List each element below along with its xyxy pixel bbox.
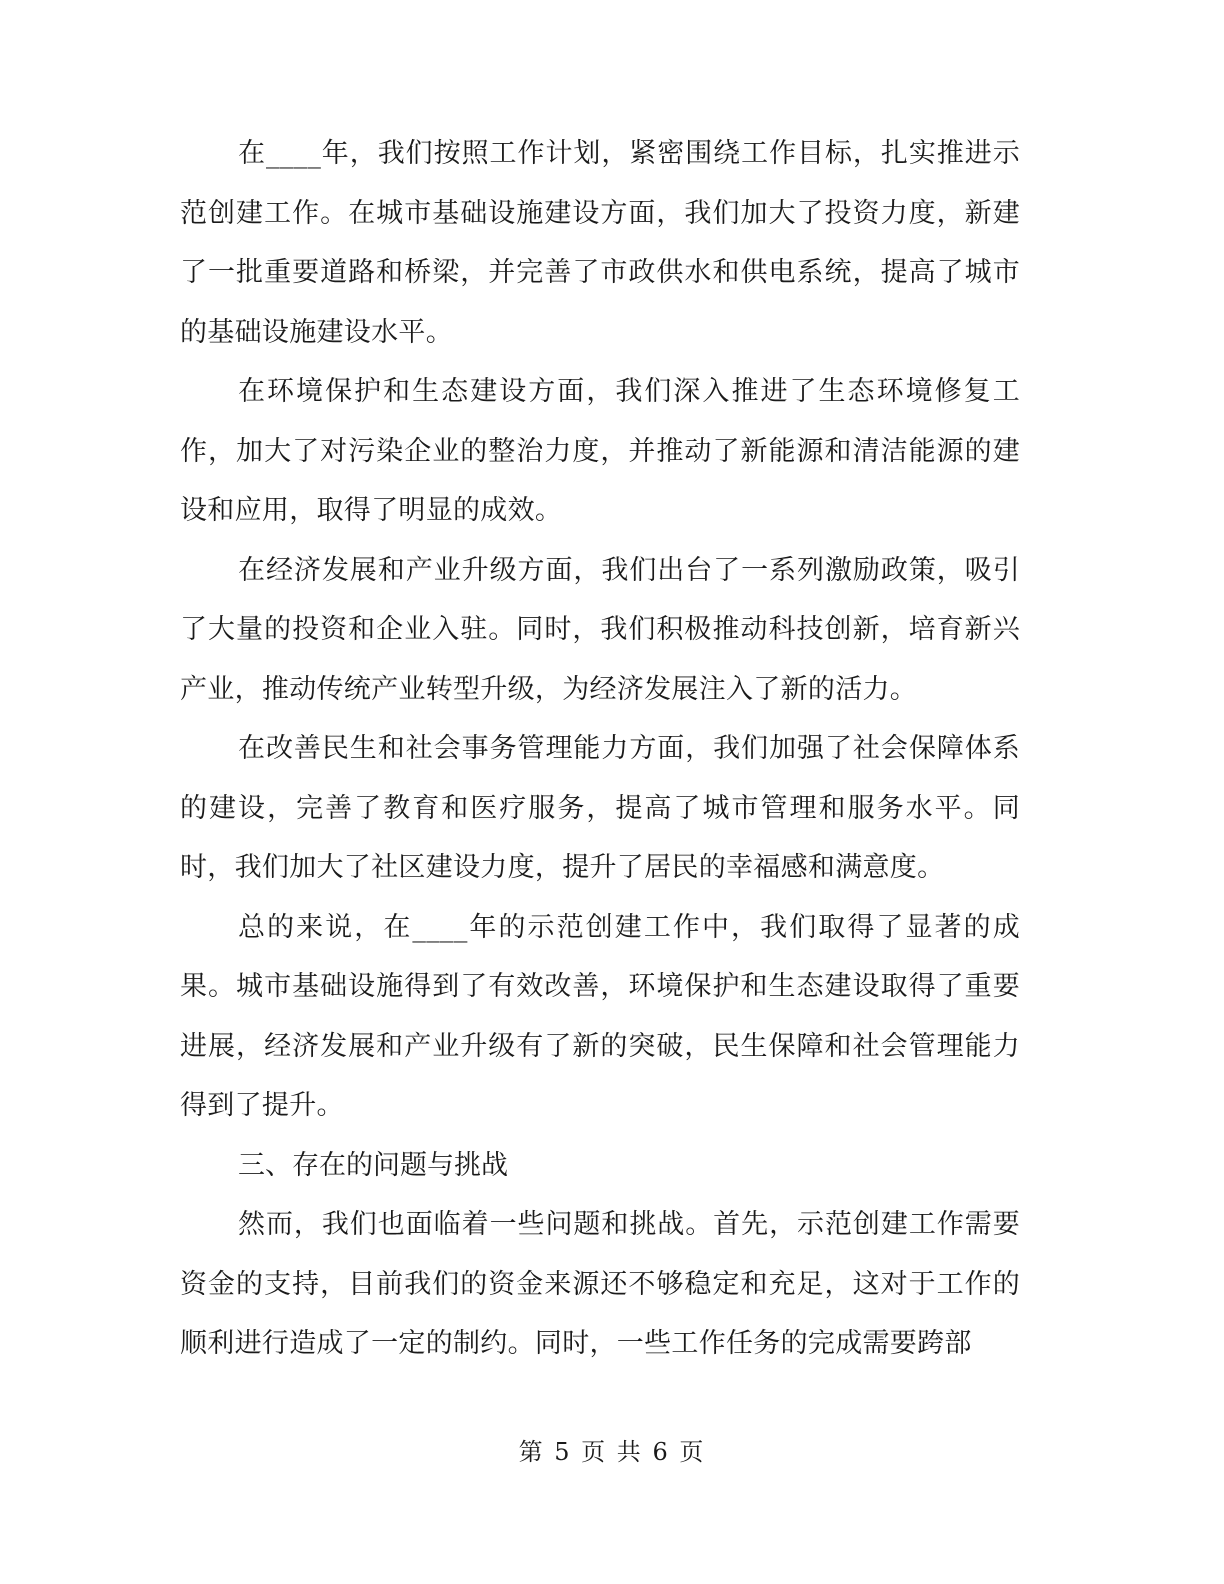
paragraph-economy: 在经济发展和产业升级方面，我们出台了一系列激励政策，吸引了大量的投资和企业入驻。同时，我们积极推动科技创新，培育新兴产业，推动传统产业转型升级，为经济发展注入了新的活力。 <box>180 554 1020 705</box>
document-body <box>180 124 1020 1374</box>
page-number-footer: 第 5 页 共 6 页 <box>518 1438 706 1466</box>
paragraph-challenges: 然而，我们也面临着一些问题和挑战。首先，示范创建工作需要资金的支持，目前我们的资金来源还不够稳定和充足，这对于工作的顺利进行造成了一定的制约。同时，一些工作任务的完成需要跨部 <box>180 1209 1020 1359</box>
paragraph-summary: 总的来说，在____年的示范创建工作中，我们取得了显著的成果。城市基础设施得到了有效改善，环境保护和生态建设取得了重要进展，经济发展和产业升级有了新的突破，民生保障和社会管理能力得到了提升。 <box>180 911 1020 1121</box>
paragraph-livelihood: 在改善民生和社会事务管理能力方面，我们加强了社会保障体系的建设，完善了教育和医疗服务，提高了城市管理和服务水平。同时，我们加大了社区建设力度，提升了居民的幸福感和满意度。 <box>180 733 1020 883</box>
section-heading: 三、存在的问题与挑战 <box>238 1149 508 1181</box>
paragraph-infrastructure: 在____年，我们按照工作计划，紧密围绕工作目标，扎实推进示范创建工作。在城市基础设施建设方面，我们加大了投资力度，新建了一批重要道路和桥梁，并完善了市政供水和供电系统，提高了城市的基础设施建设水平。 <box>180 138 1020 348</box>
paragraph-environment: 在环境保护和生态建设方面，我们深入推进了生态环境修复工作，加大了对污染企业的整治力度，并推动了新能源和清洁能源的建设和应用，取得了明显的成效。 <box>180 376 1020 526</box>
